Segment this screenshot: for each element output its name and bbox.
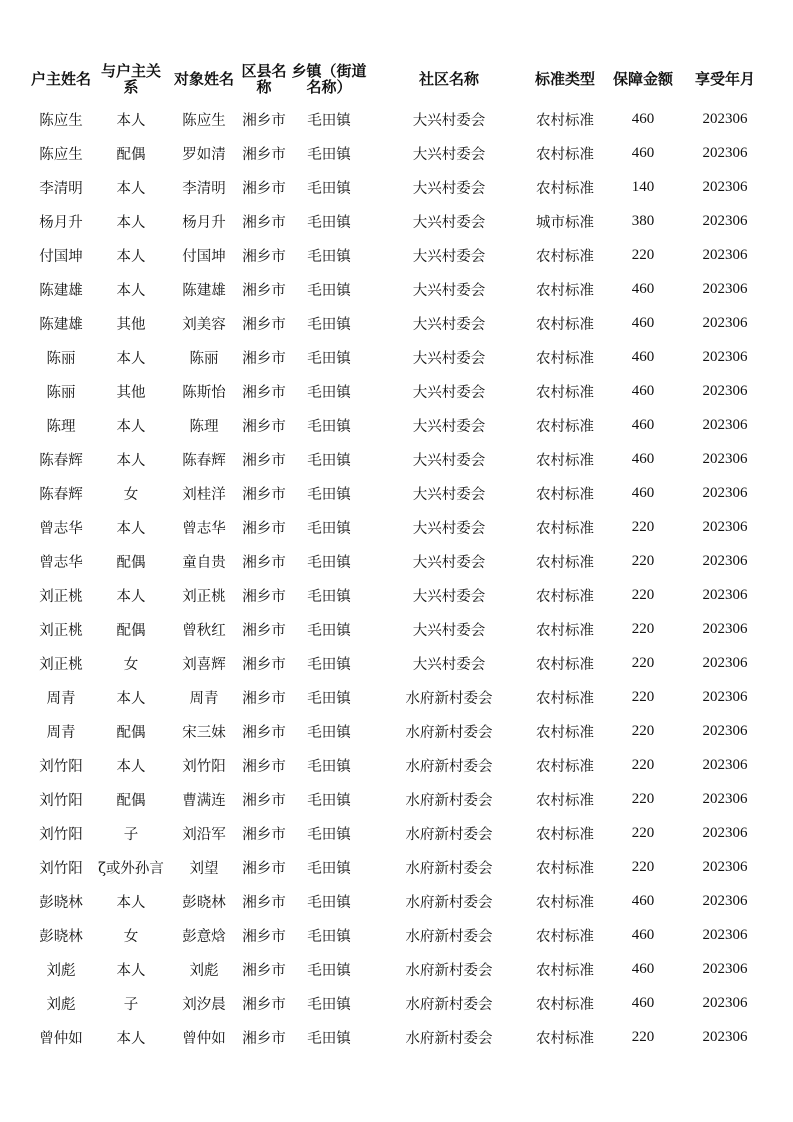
cell-amount: 460 [631,892,655,909]
table-row [28,374,766,408]
cell-period: 202306 [702,586,748,603]
cell-subject-name: 陈理 [189,418,219,435]
cell-period: 202306 [702,790,748,807]
table-row [28,918,766,952]
cell-county: 湘乡市 [242,724,286,741]
cell-subject-name: 杨月升 [182,214,226,231]
cell-town: 毛田镇 [307,350,351,367]
cell-relation: 子 [123,826,139,843]
cell-amount: 220 [631,824,655,841]
cell-town: 毛田镇 [307,962,351,979]
cell-standard-type: 农村标准 [536,656,594,673]
cell-period: 202306 [702,926,748,943]
table-row [28,612,766,646]
cell-relation: 配偶 [116,792,146,809]
cell-town: 毛田镇 [307,1030,351,1047]
cell-relation: 本人 [116,520,146,537]
cell-community: 大兴村委会 [412,418,486,435]
cell-community: 大兴村委会 [412,554,486,571]
cell-relation: 女 [123,656,139,673]
table-row [28,102,766,136]
table-row [28,340,766,374]
cell-community: 大兴村委会 [412,214,486,231]
cell-householder-name: 付国坤 [39,248,83,265]
cell-amount: 460 [631,314,655,331]
cell-subject-name: 刘喜辉 [182,656,226,673]
cell-community: 水府新村委会 [405,928,493,945]
cell-county: 湘乡市 [242,1030,286,1047]
cell-householder-name: 陈应生 [39,112,83,129]
cell-standard-type: 农村标准 [536,282,594,299]
table-row [28,272,766,306]
cell-standard-type: 农村标准 [536,758,594,775]
cell-standard-type: 农村标准 [536,180,594,197]
header-subject-name: 对象姓名 [173,70,234,88]
cell-relation: 配偶 [116,622,146,639]
table-row [28,510,766,544]
cell-community: 水府新村委会 [405,996,493,1013]
cell-relation: 本人 [116,350,146,367]
cell-county: 湘乡市 [242,894,286,911]
cell-subject-name: 陈丽 [189,350,219,367]
table-row [28,646,766,680]
cell-amount: 460 [631,280,655,297]
cell-period: 202306 [702,110,748,127]
cell-subject-name: 周青 [189,690,219,707]
cell-town: 毛田镇 [307,656,351,673]
cell-relation: 其他 [116,316,146,333]
cell-period: 202306 [702,246,748,263]
cell-subject-name: 刘美容 [182,316,226,333]
cell-subject-name: 曾仲如 [182,1030,226,1047]
cell-town: 毛田镇 [307,452,351,469]
cell-county: 湘乡市 [242,146,286,163]
cell-standard-type: 农村标准 [536,486,594,503]
cell-town: 毛田镇 [307,180,351,197]
cell-amount: 220 [631,518,655,535]
cell-community: 大兴村委会 [412,248,486,265]
cell-community: 水府新村委会 [405,860,493,877]
cell-relation: 配偶 [116,554,146,571]
cell-relation: 本人 [116,588,146,605]
table-row [28,884,766,918]
cell-standard-type: 农村标准 [536,1030,594,1047]
cell-householder-name: 陈丽 [46,384,76,401]
cell-period: 202306 [702,1028,748,1045]
cell-subject-name: 宋三妹 [182,724,226,741]
header-community: 社区名称 [418,70,479,88]
cell-community: 水府新村委会 [405,758,493,775]
cell-period: 202306 [702,722,748,739]
cell-period: 202306 [702,858,748,875]
cell-subject-name: 刘汐晨 [182,996,226,1013]
cell-relation: 配偶 [116,724,146,741]
table-row [28,442,766,476]
table-row [28,748,766,782]
cell-community: 大兴村委会 [412,486,486,503]
table-row [28,680,766,714]
cell-householder-name: 周青 [46,724,76,741]
cell-community: 水府新村委会 [405,690,493,707]
cell-period: 202306 [702,144,748,161]
cell-amount: 220 [631,586,655,603]
cell-standard-type: 农村标准 [536,894,594,911]
cell-standard-type: 农村标准 [536,520,594,537]
cell-community: 水府新村委会 [405,826,493,843]
cell-standard-type: 农村标准 [536,860,594,877]
cell-town: 毛田镇 [307,928,351,945]
cell-community: 水府新村委会 [405,1030,493,1047]
cell-amount: 220 [631,756,655,773]
cell-standard-type: 农村标准 [536,588,594,605]
cell-county: 湘乡市 [242,826,286,843]
benefit-table [28,56,766,1054]
cell-standard-type: 农村标准 [536,792,594,809]
cell-subject-name: 曹满连 [182,792,226,809]
cell-subject-name: 刘沿军 [182,826,226,843]
cell-amount: 220 [631,858,655,875]
cell-householder-name: 刘正桃 [39,622,83,639]
cell-subject-name: 付国坤 [182,248,226,265]
table-row [28,952,766,986]
cell-community: 大兴村委会 [412,350,486,367]
cell-county: 湘乡市 [242,486,286,503]
cell-community: 大兴村委会 [412,112,486,129]
cell-amount: 460 [631,348,655,365]
table-row [28,544,766,578]
cell-county: 湘乡市 [242,248,286,265]
cell-amount: 460 [631,926,655,943]
cell-householder-name: 彭晓林 [39,928,83,945]
cell-town: 毛田镇 [307,316,351,333]
cell-period: 202306 [702,178,748,195]
cell-period: 202306 [702,212,748,229]
cell-amount: 460 [631,382,655,399]
cell-town: 毛田镇 [307,486,351,503]
cell-town: 毛田镇 [307,248,351,265]
cell-town: 毛田镇 [307,826,351,843]
cell-county: 湘乡市 [242,384,286,401]
cell-amount: 460 [631,960,655,977]
cell-standard-type: 农村标准 [536,724,594,741]
cell-county: 湘乡市 [242,588,286,605]
cell-town: 毛田镇 [307,792,351,809]
table-row [28,136,766,170]
cell-amount: 460 [631,144,655,161]
cell-subject-name: 李清明 [182,180,226,197]
cell-relation: ζ或外孙言 [98,860,164,877]
cell-householder-name: 刘竹阳 [39,758,83,775]
cell-relation: 女 [123,486,139,503]
cell-period: 202306 [702,620,748,637]
cell-community: 大兴村委会 [412,180,486,197]
table-row [28,170,766,204]
cell-subject-name: 刘正桃 [182,588,226,605]
cell-householder-name: 曾志华 [39,520,83,537]
table-row [28,782,766,816]
cell-householder-name: 彭晓林 [39,894,83,911]
cell-period: 202306 [702,824,748,841]
cell-relation: 本人 [116,894,146,911]
cell-period: 202306 [702,382,748,399]
header-householder-name: 户主姓名 [30,70,91,88]
cell-period: 202306 [702,688,748,705]
cell-subject-name: 刘望 [189,860,219,877]
cell-town: 毛田镇 [307,860,351,877]
cell-period: 202306 [702,484,748,501]
cell-householder-name: 刘竹阳 [39,860,83,877]
cell-period: 202306 [702,552,748,569]
cell-relation: 其他 [116,384,146,401]
cell-community: 大兴村委会 [412,452,486,469]
cell-community: 大兴村委会 [412,588,486,605]
cell-county: 湘乡市 [242,928,286,945]
cell-town: 毛田镇 [307,996,351,1013]
cell-county: 湘乡市 [242,962,286,979]
cell-amount: 140 [631,178,655,195]
cell-subject-name: 陈应生 [182,112,226,129]
cell-householder-name: 刘竹阳 [39,792,83,809]
cell-amount: 460 [631,450,655,467]
cell-standard-type: 农村标准 [536,962,594,979]
cell-householder-name: 曾仲如 [39,1030,83,1047]
cell-householder-name: 刘彪 [46,962,76,979]
cell-householder-name: 李清明 [39,180,83,197]
cell-subject-name: 曾秋红 [182,622,226,639]
cell-amount: 220 [631,790,655,807]
cell-subject-name: 陈春辉 [182,452,226,469]
cell-community: 大兴村委会 [412,656,486,673]
cell-county: 湘乡市 [242,792,286,809]
cell-subject-name: 曾志华 [182,520,226,537]
cell-period: 202306 [702,348,748,365]
cell-town: 毛田镇 [307,520,351,537]
cell-amount: 460 [631,110,655,127]
cell-county: 湘乡市 [242,860,286,877]
cell-town: 毛田镇 [307,554,351,571]
cell-relation: 本人 [116,418,146,435]
cell-town: 毛田镇 [307,418,351,435]
cell-county: 湘乡市 [242,656,286,673]
cell-relation: 本人 [116,690,146,707]
cell-relation: 本人 [116,248,146,265]
cell-period: 202306 [702,518,748,535]
cell-standard-type: 农村标准 [536,690,594,707]
cell-county: 湘乡市 [242,112,286,129]
cell-standard-type: 农村标准 [536,554,594,571]
table-row [28,850,766,884]
cell-standard-type: 农村标准 [536,350,594,367]
cell-standard-type: 农村标准 [536,622,594,639]
cell-standard-type: 农村标准 [536,384,594,401]
cell-county: 湘乡市 [242,520,286,537]
header-standard-type: 标准类型 [534,70,595,88]
header-town: 乡镇（街道名称） [291,62,367,96]
cell-standard-type: 农村标准 [536,418,594,435]
cell-householder-name: 刘竹阳 [39,826,83,843]
document-page [28,56,766,1054]
cell-community: 大兴村委会 [412,316,486,333]
table-row [28,306,766,340]
header-row [28,56,766,102]
table-row [28,1020,766,1054]
cell-subject-name: 陈建雄 [182,282,226,299]
cell-amount: 220 [631,722,655,739]
cell-period: 202306 [702,960,748,977]
cell-community: 大兴村委会 [412,282,486,299]
table-header [28,56,766,102]
cell-relation: 本人 [116,1030,146,1047]
cell-standard-type: 城市标准 [536,214,594,231]
cell-county: 湘乡市 [242,316,286,333]
cell-county: 湘乡市 [242,418,286,435]
cell-relation: 配偶 [116,146,146,163]
cell-town: 毛田镇 [307,282,351,299]
cell-relation: 本人 [116,758,146,775]
table-row [28,714,766,748]
table-row [28,408,766,442]
cell-householder-name: 陈建雄 [39,282,83,299]
cell-period: 202306 [702,280,748,297]
table-body [28,102,766,1054]
cell-county: 湘乡市 [242,180,286,197]
cell-householder-name: 陈春辉 [39,452,83,469]
cell-community: 水府新村委会 [405,724,493,741]
cell-subject-name: 童自贵 [182,554,226,571]
cell-standard-type: 农村标准 [536,146,594,163]
cell-subject-name: 罗如清 [182,146,226,163]
cell-subject-name: 刘竹阳 [182,758,226,775]
cell-county: 湘乡市 [242,758,286,775]
cell-town: 毛田镇 [307,146,351,163]
cell-town: 毛田镇 [307,690,351,707]
cell-amount: 220 [631,654,655,671]
cell-county: 湘乡市 [242,452,286,469]
cell-relation: 本人 [116,452,146,469]
cell-householder-name: 陈理 [46,418,76,435]
cell-relation: 本人 [116,962,146,979]
cell-amount: 460 [631,416,655,433]
cell-householder-name: 陈应生 [39,146,83,163]
header-period: 享受年月 [694,70,755,88]
cell-community: 大兴村委会 [412,384,486,401]
cell-standard-type: 农村标准 [536,996,594,1013]
cell-householder-name: 刘彪 [46,996,76,1013]
cell-community: 大兴村委会 [412,520,486,537]
cell-county: 湘乡市 [242,282,286,299]
table-row [28,578,766,612]
cell-standard-type: 农村标准 [536,452,594,469]
cell-subject-name: 刘桂洋 [182,486,226,503]
cell-amount: 380 [631,212,655,229]
cell-relation: 本人 [116,214,146,231]
cell-amount: 220 [631,246,655,263]
cell-period: 202306 [702,892,748,909]
cell-householder-name: 曾志华 [39,554,83,571]
cell-standard-type: 农村标准 [536,928,594,945]
cell-town: 毛田镇 [307,622,351,639]
cell-community: 水府新村委会 [405,894,493,911]
cell-householder-name: 刘正桃 [39,656,83,673]
cell-householder-name: 周青 [46,690,76,707]
cell-county: 湘乡市 [242,350,286,367]
cell-amount: 220 [631,688,655,705]
cell-amount: 220 [631,620,655,637]
cell-county: 湘乡市 [242,214,286,231]
cell-relation: 女 [123,928,139,945]
cell-householder-name: 杨月升 [39,214,83,231]
cell-amount: 220 [631,1028,655,1045]
cell-amount: 460 [631,994,655,1011]
header-relation: 与户主关系 [100,62,161,96]
cell-county: 湘乡市 [242,622,286,639]
table-row [28,476,766,510]
cell-town: 毛田镇 [307,214,351,231]
cell-community: 水府新村委会 [405,962,493,979]
cell-town: 毛田镇 [307,588,351,605]
cell-town: 毛田镇 [307,758,351,775]
cell-town: 毛田镇 [307,384,351,401]
cell-county: 湘乡市 [242,690,286,707]
cell-standard-type: 农村标准 [536,826,594,843]
header-county: 区县名称 [241,62,287,96]
cell-subject-name: 彭意焓 [182,928,226,945]
table-row [28,204,766,238]
cell-period: 202306 [702,654,748,671]
cell-period: 202306 [702,450,748,467]
cell-town: 毛田镇 [307,894,351,911]
cell-subject-name: 陈斯怡 [182,384,226,401]
cell-amount: 460 [631,484,655,501]
cell-subject-name: 彭晓林 [182,894,226,911]
cell-period: 202306 [702,994,748,1011]
cell-householder-name: 陈建雄 [39,316,83,333]
cell-county: 湘乡市 [242,554,286,571]
cell-relation: 本人 [116,282,146,299]
table-row [28,816,766,850]
cell-town: 毛田镇 [307,112,351,129]
cell-period: 202306 [702,416,748,433]
cell-standard-type: 农村标准 [536,112,594,129]
cell-community: 大兴村委会 [412,622,486,639]
cell-subject-name: 刘彪 [189,962,219,979]
cell-relation: 本人 [116,112,146,129]
cell-relation: 子 [123,996,139,1013]
header-amount: 保障金额 [612,70,673,88]
cell-town: 毛田镇 [307,724,351,741]
cell-relation: 本人 [116,180,146,197]
cell-community: 大兴村委会 [412,146,486,163]
cell-householder-name: 陈春辉 [39,486,83,503]
cell-community: 水府新村委会 [405,792,493,809]
table-row [28,238,766,272]
cell-householder-name: 陈丽 [46,350,76,367]
cell-amount: 220 [631,552,655,569]
cell-householder-name: 刘正桃 [39,588,83,605]
table-row [28,986,766,1020]
cell-period: 202306 [702,756,748,773]
cell-standard-type: 农村标准 [536,248,594,265]
cell-county: 湘乡市 [242,996,286,1013]
cell-standard-type: 农村标准 [536,316,594,333]
cell-period: 202306 [702,314,748,331]
